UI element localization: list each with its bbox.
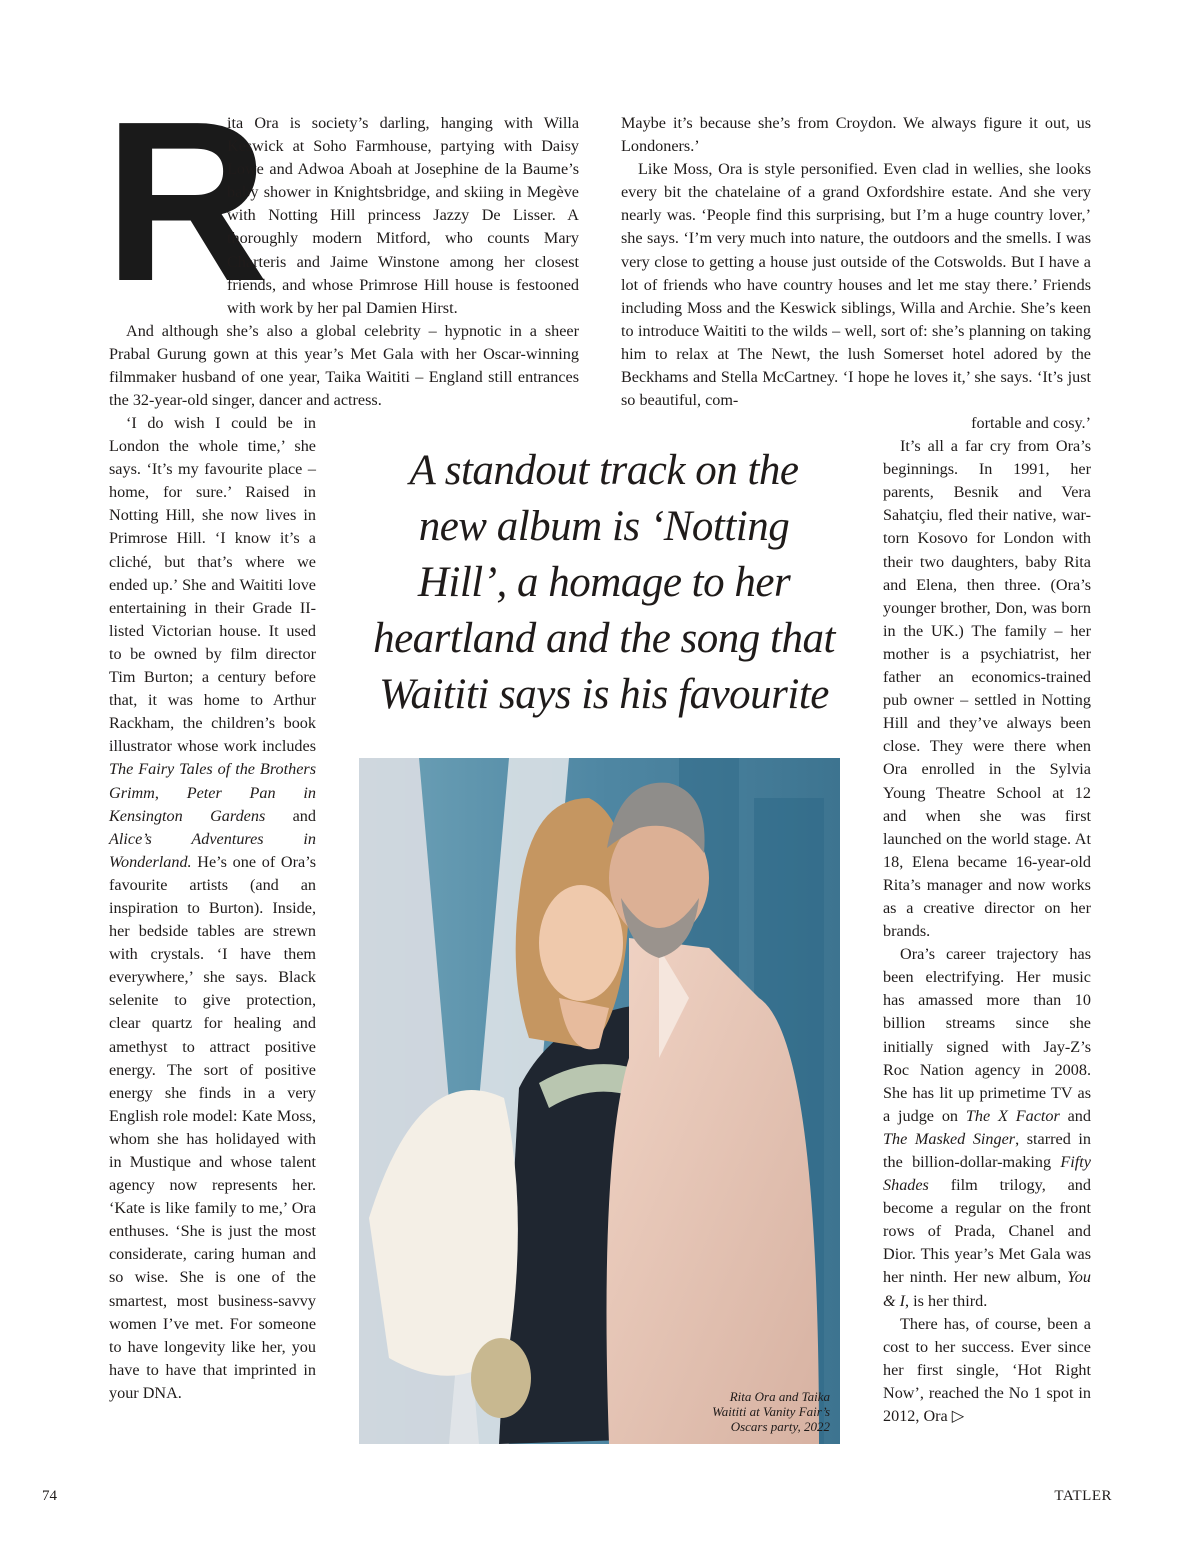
column-2-narrow <box>883 412 1091 1428</box>
intro-paragraph-head <box>109 112 579 320</box>
paragraph-4: Maybe it’s because she’s from Croydon. We always figure it out, us Londoners.’ <box>621 114 1091 156</box>
paragraph-2: And although she’s also a global celebrity – hypnotic in a sheer Prabal Gurung gown at this year’s Met Gala with her Oscar-winning filmmaker husband of one year, Taika Waititi – England still entrances the 32-year-old singer, dancer and actress. <box>109 321 579 410</box>
paragraph-7: Ora’s career trajectory has been electrifying. Her music has amassed more than 10 billion streams since she initially signed with Jay-Z’s Roc Nation agency in 2008. She has lit up primetime TV as a judge on The X Factor and The Masked Singer, starred in the billion-dollar-making Fifty Shades film trilogy, and become a regular on the front rows of Prada, Chanel and Dior. This year’s Met Gala was her ninth. Her new album, You & I, is her third. <box>883 945 1091 1310</box>
intro-paragraph: ita Ora is society’s darling, hanging with Willa Keswick at Soho Farmhouse, partying with Daisy Lowe and Adwoa Aboah at Josephine de la Baume’s baby shower in Knightsbridge, and skiing in Megève with Notting Hill princess Jazzy De Lisser. A thoroughly modern Mitford, who counts Mary Charteris and Jaime Winstone among her closest friends, and whose Primrose Hill house is festooned with work by her pal Damien Hirst. <box>227 114 579 317</box>
photo-illustration <box>359 758 840 1444</box>
column-1-narrow <box>109 412 316 1405</box>
paragraph-6: It’s all a far cry from Ora’s beginnings. In 1991, her parents, Besnik and Vera Sahatçiu, fled their native, war-torn Kosovo for London with their two daughters, baby Rita and Elena, then three. (Ora’s younger brother, Don, was born in the UK.) The family – her mother is a psychiatrist, her father an economics-trained pub owner – settled in Notting Hill and they’ve always been close. They were there when Ora enrolled in the Sylvia Young Theatre School at 12 and when she was first launched on the world stage. At 18, Elena became 16-year-old Rita’s manager and now works as a creative director on her brands. <box>883 437 1091 941</box>
drop-cap: R <box>104 75 269 329</box>
paragraph-8: There has, of course, been a cost to her success. Ever since her first single, ‘Hot Right Now’, reached the No 1 spot in 2012, Ora ▷ <box>883 1314 1091 1426</box>
photo-caption: Rita Ora and Taika Waititi at Vanity Fair’s Oscars party, 2022 <box>712 1389 830 1434</box>
couple-photo <box>359 758 840 1444</box>
paragraph-3: ‘I do wish I could be in London the whole time,’ she says. ‘It’s my favourite place – home, for sure.’ Raised in Notting Hill, she now lives in Primrose Hill. ‘I know it’s a cliché, but that’s where we ended up.’ She and Waititi love entertaining in their Grade II-listed Victorian house. It used to be owned by film director Tim Burton; a century before that, it was home to Arthur Rackham, the children’s book illustrator whose work includes The Fairy Tales of the Brothers Grimm, Peter Pan in Kensington Gardens and Alice’s Adventures in Wonderland. He’s one of Ora’s favourite artists (and an inspiration to Burton). Inside, her bedside tables are strewn with crystals. ‘I have them everywhere,’ she says. Black selenite to give protection, clear quartz for healing and amethyst to attract positive energy. The sort of positive energy she finds in a very English role model: Kate Moss, whom she has holidayed with in Mustique and whose talent agency now represents her. ‘Kate is like family to me,’ Ora enthuses. ‘She is just the most considerate, caring human and so wise. She is one of the smartest, most business-savvy women I’ve met. For someone to have longevity like her, you have to have that imprinted in your DNA. <box>109 414 316 1402</box>
page-number: 74 <box>42 1488 57 1504</box>
paragraph-5: Like Moss, Ora is style personified. Even clad in wellies, she looks every bit the chatelaine of a grand Oxfordshire estate. And she very nearly was. ‘People find this surprising, but I’m a huge country lover,’ she says. ‘I’m very much into nature, the outdoors and the smells. I was very close to getting a house just outside of the Cotswolds. But I have a lot of friends who have country houses and let me stay there.’ Friends including Moss and the Keswick siblings, Willa and Archie. She’s keen to introduce Waititi to the wilds – well, sort of: she’s planning on taking him to relax at The Newt, the lush Somerset hotel adored by the Beckhams and Stella McCartney. ‘I hope he loves it,’ she says. ‘It’s just so beautiful, com- <box>621 160 1091 410</box>
pull-quote: A standout track on the new album is ‘Notting Hill’, a homage to her heartland and the song that Waititi says is his favourite <box>373 447 835 718</box>
column-1-top <box>109 112 579 412</box>
column-2-top <box>621 112 1091 412</box>
paragraph-5-end: fortable and cosy.’ <box>971 414 1091 432</box>
magazine-name: TATLER <box>1054 1488 1112 1504</box>
